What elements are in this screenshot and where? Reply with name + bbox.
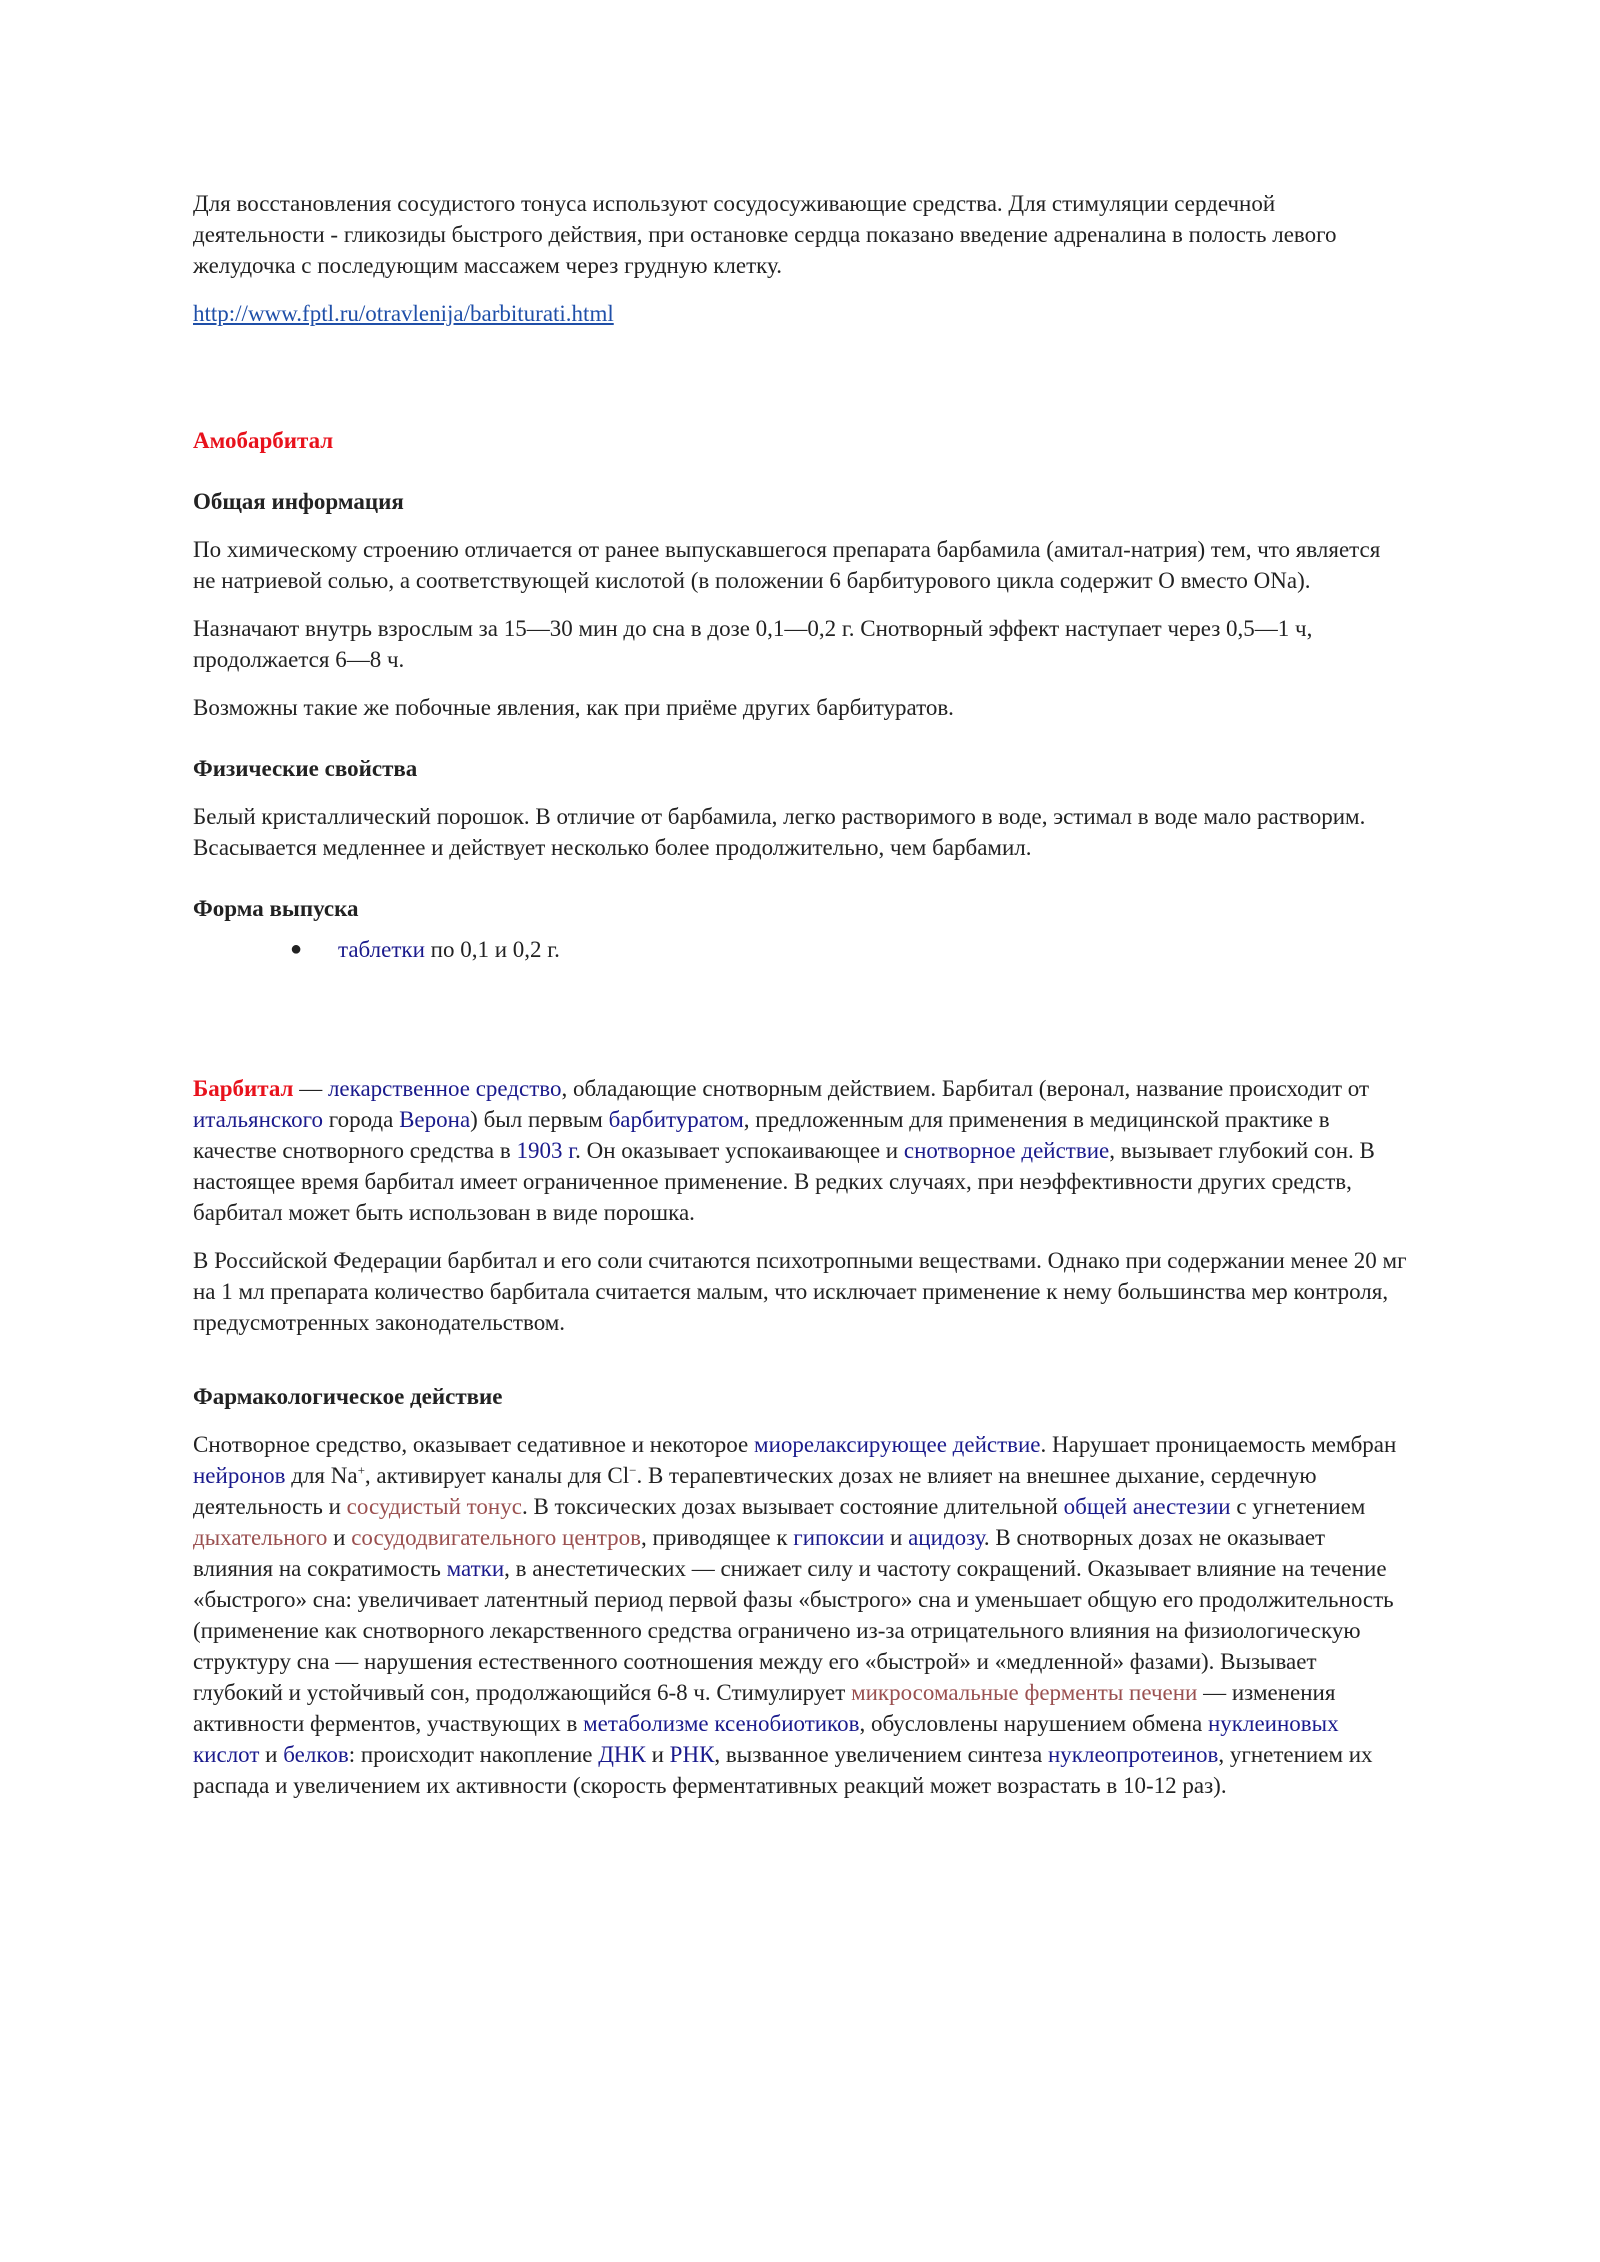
text-run: , предложенным для применения в медицинской практике в качестве снотворного средства в — [193, 1107, 1330, 1163]
text-run: . В терапевтических дозах не влияет на внешнее дыхание, сердечную деятельность и — [193, 1463, 1317, 1519]
text-run: : происходит накопление — [348, 1742, 599, 1767]
text-run: — — [293, 1076, 328, 1101]
text-run: , обладающие снотворным действием. Барбитал (веронал, название происходит от — [561, 1076, 1370, 1101]
link-uterus[interactable]: матки — [446, 1556, 505, 1581]
text-run: для Na — [285, 1463, 358, 1488]
text-run: и — [327, 1525, 352, 1550]
text-run: , вызывает глубокий сон. В настоящее время барбитал имеет ограниченное применение. В редких случаях, при неэффективности других средств, барбитал может быть использован в виде порошка. — [193, 1138, 1375, 1225]
text-run: города — [322, 1107, 400, 1132]
bullet-icon: ● — [290, 938, 303, 960]
text-run: , обусловлены нарушением обмена — [859, 1711, 1208, 1736]
superscript: + — [357, 1462, 365, 1478]
superscript: − — [629, 1462, 637, 1478]
link-vascular-tone[interactable]: сосудистый тонус — [346, 1494, 522, 1519]
text-run: , приводящее к — [641, 1525, 794, 1550]
text-run: , активирует каналы для Cl — [364, 1463, 630, 1488]
barbital-paragraph-2: В Российской Федерации барбитал и его соли считаются психотропными веществами. Однако при содержании менее 20 мг на 1 мл препарата количество барбитала считается малым, что исключает применение к нему большинства мер контроля, предусмотренных законодательством. — [193, 1248, 1407, 1335]
section-title-amobarbital: Амобарбитал — [193, 428, 334, 453]
link-nucleoproteins[interactable]: нуклеопротеинов — [1047, 1742, 1219, 1767]
link-tablets[interactable]: таблетки — [338, 937, 425, 962]
link-general-anesthesia[interactable]: общей анестезии — [1063, 1494, 1231, 1519]
term-barbital: Барбитал — [193, 1076, 294, 1101]
text-run: . Нарушает проницаемость мембран — [1040, 1432, 1397, 1457]
link-hypnotic-action[interactable]: снотворное действие — [903, 1138, 1110, 1163]
link-microsomal-enzymes[interactable]: микросомальные ферменты печени — [851, 1680, 1198, 1705]
link-proteins[interactable]: белков — [283, 1742, 349, 1767]
heading-physical-properties: Физические свойства — [193, 756, 418, 781]
text-run: , в анестетических — снижает силу и частоту сокращений. Оказывает влияние на течение «быстрого» сна: увеличивает латентный период первой фазы «быстрого» сна и уменьшает общую его продолжительность (применение как снотворного лекарственного средства ограничено из-за отрицательного влияния на физиологическую структуру сна — нарушения естественного соотношения между его «быстрой» и «медленной» фазами). Вызывает глубокий и устойчивый сон, продолжающийся 6-8 ч. Стимулирует — [193, 1556, 1394, 1705]
intro-paragraph: Для восстановления сосудистого тонуса используют сосудосуживающие средства. Для стимуляции сердечной деятельности - гликозиды быстрого действия, при остановке сердца показано введение адреналина в полость левого желудочка с последующим массажем через грудную клетку. — [193, 191, 1337, 278]
link-italian[interactable]: итальянского — [193, 1107, 323, 1132]
text-run: с угнетением — [1230, 1494, 1366, 1519]
barbital-paragraph-1 — [193, 1073, 1408, 1228]
pharm-paragraph — [193, 1429, 1408, 1801]
text-run: Снотворное средство, оказывает седативное и некоторое — [193, 1432, 755, 1457]
link-neurons[interactable]: нейронов — [193, 1463, 286, 1488]
heading-pharmacological-action: Фармакологическое действие — [193, 1384, 503, 1409]
text-run: и — [645, 1742, 670, 1767]
link-acidosis[interactable]: ацидозу — [908, 1525, 984, 1550]
text-run: и — [259, 1742, 284, 1767]
list-item-text: по 0,1 и 0,2 г. — [424, 937, 560, 962]
link-muscle-relaxant[interactable]: миорелаксирующее действие — [754, 1432, 1041, 1457]
heading-general-info: Общая информация — [193, 489, 404, 514]
general-paragraph-1: По химическому строению отличается от ранее выпускавшегося препарата барбамила (амитал-натрия) тем, что является не натриевой солью, а соответствующей кислотой (в положении 6 барбитурового цикла содержит О вместо ONa). — [193, 537, 1381, 593]
general-paragraph-2: Назначают внутрь взрослым за 15—30 мин до сна в дозе 0,1—0,2 г. Снотворный эффект наступает через 0,5—1 ч, продолжается 6—8 ч. — [193, 616, 1313, 672]
text-run: — изменения активности ферментов, участвующих в — [193, 1680, 1336, 1736]
link-rna[interactable]: РНК — [669, 1742, 715, 1767]
physical-paragraph: Белый кристаллический порошок. В отличие от барбамила, легко растворимого в воде, эстимал в воде мало растворим. Всасывается медленнее и действует несколько более продолжительно, чем барбамил. — [193, 804, 1366, 860]
link-nucleic-acids[interactable]: нуклеиновых кислот — [193, 1711, 1339, 1767]
text-run: , вызванное увеличением синтеза — [714, 1742, 1048, 1767]
text-run: , угнетением их распада и увеличением их активности (скорость ферментативных реакций может возрастать в 10-12 раз). — [193, 1742, 1373, 1798]
link-medicine[interactable]: лекарственное средство — [327, 1076, 562, 1101]
heading-release-form: Форма выпуска — [193, 896, 359, 921]
list-item — [193, 934, 1408, 965]
link-vasomotor-centers[interactable]: сосудодвигательного центров — [351, 1525, 642, 1550]
text-run: . Он оказывает успокаивающее и — [575, 1138, 904, 1163]
text-run: ) был первым — [470, 1107, 609, 1132]
link-barbiturate[interactable]: барбитуратом — [608, 1107, 744, 1132]
link-1903[interactable]: 1903 г — [516, 1138, 576, 1163]
link-hypoxia[interactable]: гипоксии — [793, 1525, 885, 1550]
link-verona[interactable]: Верона — [399, 1107, 471, 1132]
general-paragraph-3: Возможны такие же побочные явления, как при приёме других барбитуратов. — [193, 695, 954, 720]
text-run: . В снотворных дозах не оказывает влияния на сократимость — [193, 1525, 1326, 1581]
text-run: . В токсических дозах вызывает состояние длительной — [521, 1494, 1064, 1519]
text-run: и — [884, 1525, 909, 1550]
link-dna[interactable]: ДНК — [598, 1742, 646, 1767]
source-link[interactable]: http://www.fptl.ru/otravlenija/barbiturati.html — [193, 301, 614, 326]
document-page — [193, 188, 1408, 1801]
link-respiratory[interactable]: дыхательного — [193, 1525, 328, 1550]
link-xenobiotic-metabolism[interactable]: метаболизме ксенобиотиков — [583, 1711, 860, 1736]
